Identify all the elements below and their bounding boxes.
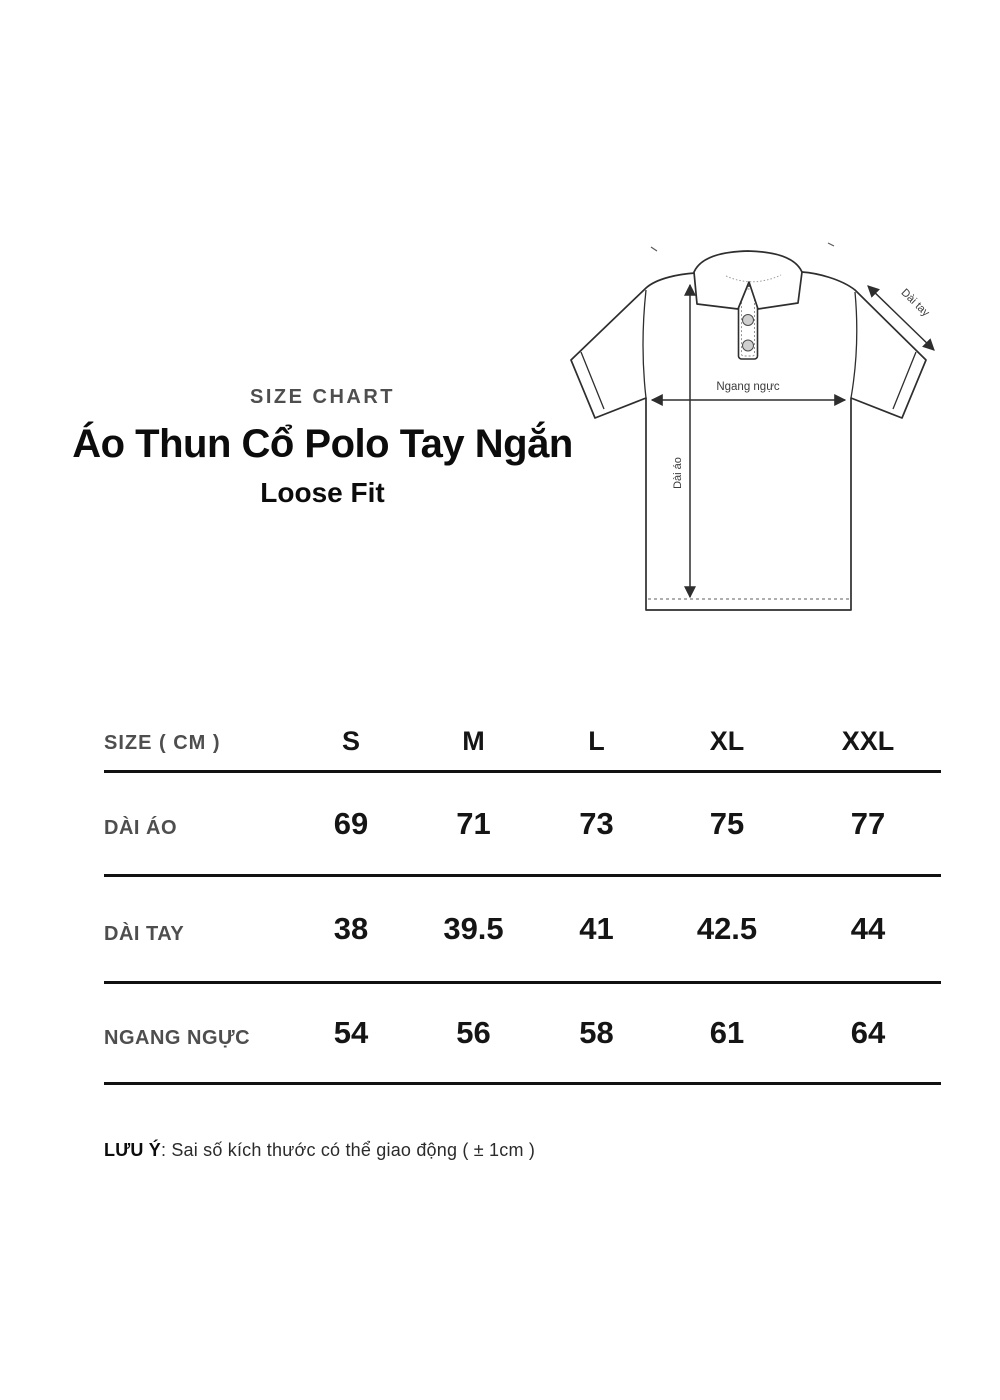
value-cell: 69 bbox=[289, 773, 413, 877]
tolerance-note bbox=[104, 1140, 535, 1161]
col-header-m: M bbox=[413, 706, 534, 773]
note-prefix: LƯU Ý bbox=[104, 1140, 161, 1160]
size-chart-heading: SIZE CHART bbox=[250, 386, 395, 408]
chest-width-label: Ngang ngực bbox=[716, 381, 780, 393]
value-cell: 38 bbox=[289, 877, 413, 984]
shirt-length-label: Dài áo bbox=[672, 457, 684, 489]
note-body: : Sai số kích thước có thể giao động ( ± 1cm ) bbox=[160, 1140, 536, 1160]
button-icon bbox=[743, 340, 754, 351]
fit-subtitle: Loose Fit bbox=[260, 477, 385, 508]
tick-marks bbox=[651, 243, 834, 251]
value-cell: 71 bbox=[413, 773, 534, 877]
col-header-xl: XL bbox=[659, 706, 795, 773]
value-cell: 39.5 bbox=[413, 877, 534, 984]
polo-diagram-svg bbox=[545, 228, 965, 628]
row-label-dai-ao: DÀI ÁO bbox=[104, 773, 289, 877]
polo-measurement-diagram bbox=[545, 228, 965, 628]
value-cell: 54 bbox=[289, 984, 413, 1085]
value-cell: 73 bbox=[534, 773, 659, 877]
row-label-ngang-nguc: NGANG NGỰC bbox=[104, 984, 289, 1085]
title-block bbox=[40, 386, 605, 507]
size-table bbox=[104, 706, 941, 1085]
value-cell: 42.5 bbox=[659, 877, 795, 984]
value-cell: 44 bbox=[795, 877, 941, 984]
button-icon bbox=[743, 315, 754, 326]
value-cell: 75 bbox=[659, 773, 795, 877]
value-cell: 58 bbox=[534, 984, 659, 1085]
value-cell: 61 bbox=[659, 984, 795, 1085]
col-header-l: L bbox=[534, 706, 659, 773]
col-header-xxl: XXL bbox=[795, 706, 941, 773]
product-title: Áo Thun Cổ Polo Tay Ngắn bbox=[72, 422, 573, 466]
size-unit-header: SIZE ( CM ) bbox=[104, 706, 289, 773]
value-cell: 77 bbox=[795, 773, 941, 877]
row-label-dai-tay: DÀI TAY bbox=[104, 877, 289, 984]
value-cell: 64 bbox=[795, 984, 941, 1085]
col-header-s: S bbox=[289, 706, 413, 773]
value-cell: 56 bbox=[413, 984, 534, 1085]
sleeve-length-label: Dài tay bbox=[898, 286, 932, 320]
value-cell: 41 bbox=[534, 877, 659, 984]
